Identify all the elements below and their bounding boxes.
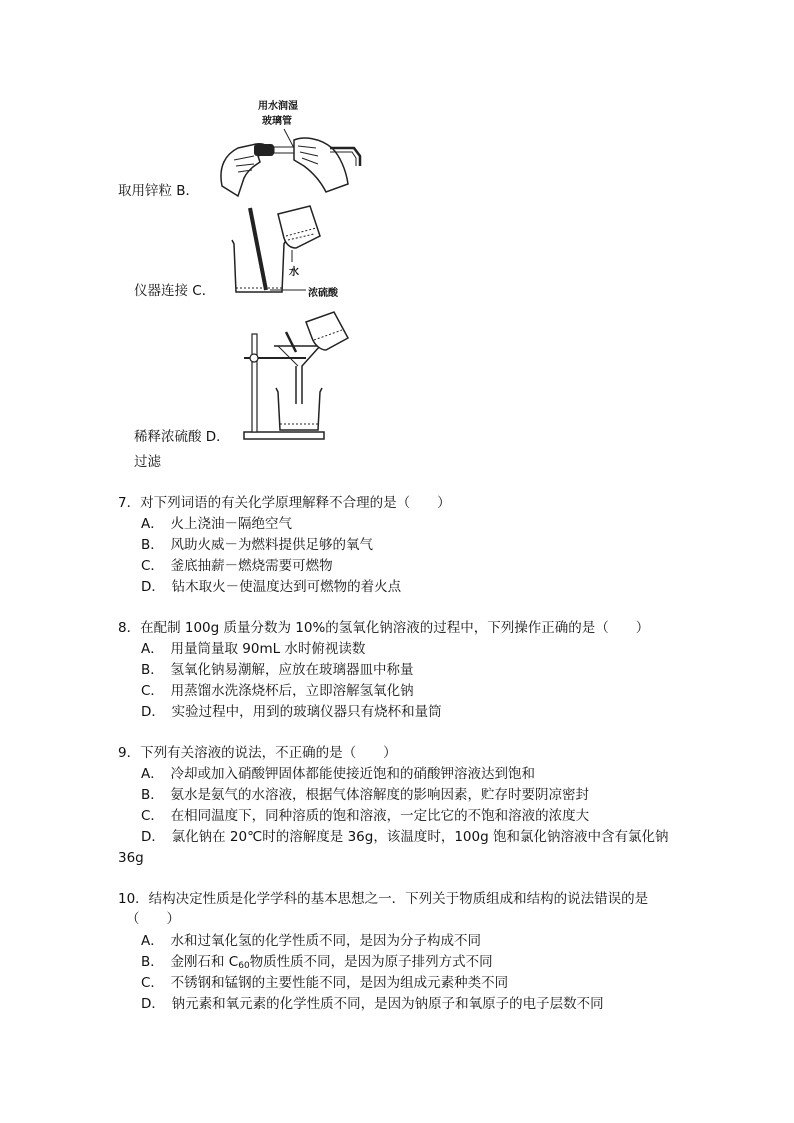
figure-b-annotation-2: 玻璃管	[262, 116, 292, 127]
question-10-option-b	[141, 953, 493, 975]
question-8-option-b: B． 氢氧化钠易潮解，应放在玻璃器皿中称量	[141, 662, 414, 678]
question-10-option-c: C． 不锈钢和锰钢的主要性能不同，是因为组成元素种类不同	[141, 975, 509, 991]
question-10-option-b-prefix: B． 金刚石和 C	[141, 954, 239, 970]
figure-c-caption: 仪器连接 C．	[134, 283, 216, 299]
question-8-option-c: C． 用蒸馏水洗涤烧杯后，立即溶解氢氧化钠	[141, 683, 414, 699]
question-9-option-c: C． 在相同温度下，同种溶质的饱和溶液，一定比它的不饱和溶液的浓度大	[141, 808, 590, 824]
question-9-option-a: A． 冷却或加入硝酸钾固体都能使接近饱和的硝酸钾溶液达到饱和	[141, 766, 535, 782]
question-7-option-b: B． 风助火威－为燃料提供足够的氧气	[141, 537, 374, 553]
question-10-option-b-rest: 物质性质不同，是因为原子排列方式不同	[249, 954, 493, 970]
question-7-option-d: D． 钻木取火－使温度达到可燃物的着火点	[141, 579, 402, 595]
question-9-option-d-continuation: 36g	[118, 850, 144, 866]
figure-d-filtration-illustration	[236, 312, 366, 444]
question-9-stem: 9．下列有关溶液的说法，不正确的是（ ）	[118, 745, 397, 761]
figure-d-caption: 稀释浓硫酸 D．	[134, 429, 230, 445]
figure-c-label-acid: 浓硫酸	[308, 288, 338, 299]
figure-b-annotation-1: 用水润湿	[258, 101, 298, 112]
question-7-option-c: C． 釜底抽薪－燃烧需要可燃物	[141, 558, 333, 574]
question-8-option-d: D． 实验过程中，用到的玻璃仪器只有烧杯和量筒	[141, 704, 442, 720]
question-9-option-d: D． 氯化钠在 20℃时的溶解度是 36g，该温度时，100g 饱和氯化钠溶液中含有氯化钠	[141, 829, 669, 845]
question-10-stem: 10．结构决定性质是化学学科的基本思想之一．下列关于物质组成和结构的说法错误的是	[118, 891, 649, 907]
question-8-option-a: A． 用量筒量取 90mL 水时俯视读数	[141, 641, 366, 657]
question-10-option-b-subscript: 60	[238, 961, 250, 971]
question-10-option-a: A． 水和过氧化氢的化学性质不同，是因为分子构成不同	[141, 933, 481, 949]
figure-b-hands-illustration	[208, 126, 368, 198]
question-7-option-a: A． 火上浇油－隔绝空气	[141, 516, 292, 532]
question-10-option-d: D． 钠元素和氧元素的化学性质不同，是因为钠原子和氧原子的电子层数不同	[141, 996, 604, 1012]
figure-b-caption: 取用锌粒 B．	[118, 183, 200, 199]
figure-d-next-caption: 过滤	[134, 454, 161, 470]
question-10-stem-line2: （ ）	[126, 911, 180, 927]
question-8-stem: 8．在配制 100g 质量分数为 10%的氢氧化钠溶液的过程中，下列操作正确的是（ ）	[118, 620, 650, 636]
question-9-option-b: B． 氨水是氨气的水溶液，根据气体溶解度的影响因素，贮存时要阴凉密封	[141, 787, 590, 803]
question-7-stem: 7．对下列词语的有关化学原理解释不合理的是（ ）	[118, 495, 451, 511]
figure-c-label-water: 水	[289, 267, 299, 278]
